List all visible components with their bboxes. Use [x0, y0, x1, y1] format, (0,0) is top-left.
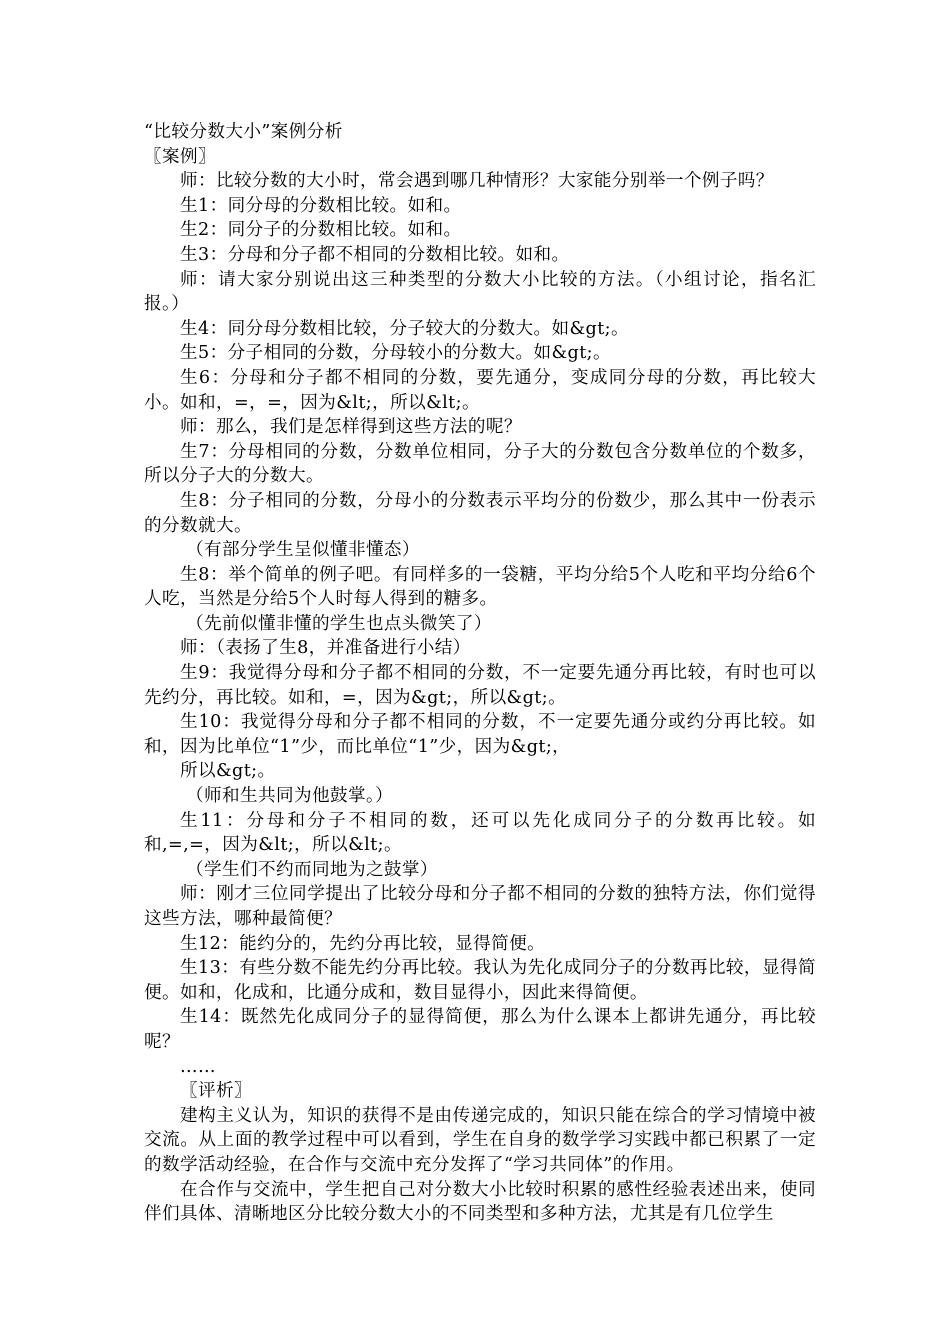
dialogue-line: 生8：举个简单的例子吧。有同样多的一袋糖，平均分给5个人吃和平均分给6个人吃，当然是分给5个人时每人得到的糖多。 — [144, 564, 816, 610]
document-body — [144, 120, 816, 1227]
dialogue-line: 生8：分子相同的分数，分母小的分数表示平均分的份数少，那么其中一份表示的分数就大。 — [144, 490, 816, 536]
stage-note: （有部分学生呈似懂非懂态） — [186, 540, 420, 561]
ellipsis: …… — [180, 1056, 216, 1077]
dialogue-line: 生4：同分母分数相比较，分子较大的分数大。如&gt;。 — [180, 318, 629, 339]
dialogue-line: 师：请大家分别说出这三种类型的分数大小比较的方法。（小组讨论，指名汇报。） — [144, 269, 816, 315]
dialogue-line: 生6：分母和分子都不相同的分数，要先通分，变成同分母的分数，再比较大小。如和，=，=，因为&lt;，所以&lt;。 — [144, 367, 816, 413]
dialogue-line: 生10：我觉得分母和分子都不相同的分数，不一定要先通分或约分再比较。如和，因为比单位“1”少，而比单位“1”少，因为&gt;， — [144, 712, 816, 757]
analysis-paragraph: 在合作与交流中，学生把自己对分数大小比较时积累的感性经验表述出来，使同伴们具体、清晰地区分比较分数大小的不同类型和多种方法，尤其是有几位学生 — [144, 1179, 816, 1225]
dialogue-line: 生1：同分母的分数相比较。如和。 — [180, 195, 462, 216]
stage-note: （先前似懂非懂的学生也点头微笑了） — [186, 613, 492, 634]
dialogue-line: 生7：分母相同的分数，分数单位相同，分子大的分数包含分数单位的个数多，所以分子大的分数大。 — [144, 441, 816, 487]
dialogue-line: 生3：分母和分子都不相同的分数相比较。如和。 — [180, 244, 570, 265]
stage-note: （学生们不约而同地为之鼓掌） — [186, 859, 438, 880]
dialogue-line: 生5：分子相同的分数，分母较小的分数大。如&gt;。 — [180, 343, 611, 364]
dialogue-line: 生13：有些分数不能先约分再比较。我认为先化成同分子的分数再比较，显得简便。如和，化成和，比通分成和，数目显得小，因此来得简便。 — [144, 958, 816, 1003]
dialogue-line: 师：那么，我们是怎样得到这些方法的呢？ — [180, 417, 522, 438]
dialogue-line: 师：刚才三位同学提出了比较分母和分子都不相同的分数的独特方法，你们觉得这些方法，哪种最简便？ — [144, 884, 816, 929]
analysis-paragraph: 建构主义认为，知识的获得不是由传递完成的，知识只能在综合的学习情境中被交流。从上面的教学过程中可以看到，学生在自身的数学学习实践中都已积累了一定的数学活动经验，在合作与交流中充分发挥了“学习共同体”的作用。 — [144, 1105, 816, 1175]
dialogue-line: 生9：我觉得分母和分子都不相同的分数，不一定要先通分再比较，有时也可以先约分，再比较。如和，=，因为&gt;，所以&gt;。 — [144, 663, 816, 708]
dialogue-line: 所以&gt;。 — [180, 761, 276, 782]
document-title: “比较分数大小”案例分析 — [144, 122, 343, 142]
dialogue-line: 生2：同分子的分数相比较。如和。 — [180, 220, 462, 241]
stage-note: （师和生共同为他鼓掌。） — [186, 786, 394, 807]
dialogue-line: 生12：能约分的，先约分再比较，显得简便。 — [180, 933, 546, 954]
dialogue-line: 生11：分母和分子不相同的数，还可以先化成同分子的分数再比较。如和,=,=，因为&lt;，所以&lt;。 — [144, 810, 816, 856]
dialogue-line: 生14：既然先化成同分子的显得简便，那么为什么课本上都讲先通分，再比较呢？ — [144, 1007, 816, 1052]
dialogue-line: 师：比较分数的大小时，常会遇到哪几种情形？大家能分别举一个例子吗？ — [180, 171, 774, 192]
analysis-heading: 〖评析〗 — [180, 1081, 252, 1102]
dialogue-line: 师：（表扬了生8，并准备进行小结） — [180, 638, 471, 659]
case-heading: 〖案例〗 — [144, 146, 216, 167]
